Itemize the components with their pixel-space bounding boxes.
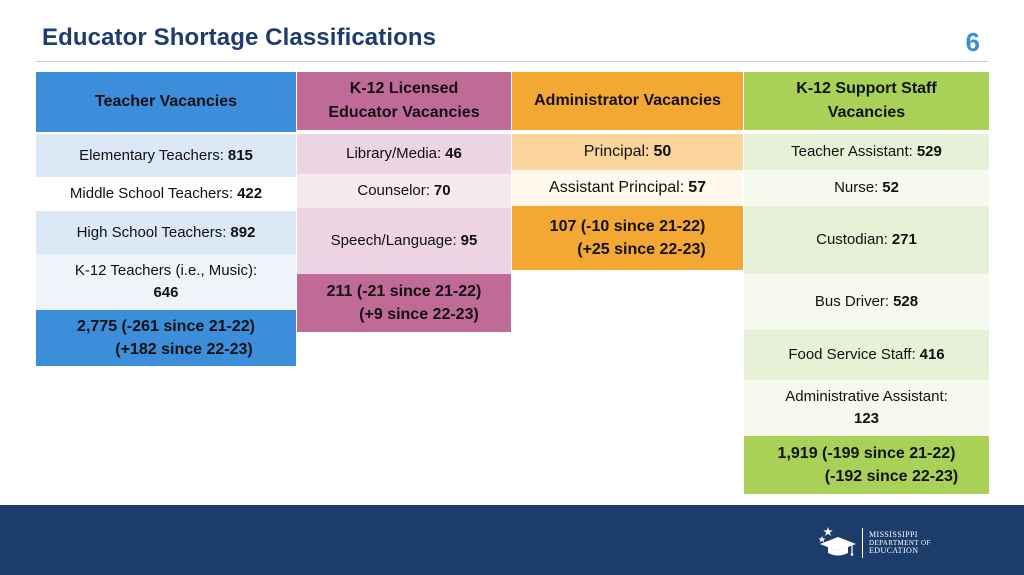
row-label: Teacher Assistant: bbox=[791, 143, 913, 160]
table-row bbox=[744, 330, 989, 380]
licensed-educator-vacancies-heading bbox=[297, 72, 511, 130]
table-row bbox=[744, 134, 989, 170]
heading-line-2: Educator Vacancies bbox=[328, 104, 480, 121]
row-label: Bus Driver: bbox=[814, 293, 890, 310]
row-label: High School Teachers: bbox=[76, 223, 227, 241]
table-row bbox=[36, 254, 296, 310]
footer-bar bbox=[0, 505, 1024, 575]
page-number: 6 bbox=[965, 27, 980, 57]
row-value: 95 bbox=[460, 232, 478, 249]
support-staff-vacancies-heading bbox=[744, 72, 989, 130]
total-line-2: (+9 since 22-23) bbox=[359, 306, 479, 323]
table-row bbox=[512, 170, 743, 206]
total-line-1: 2,775 (-261 since 21-22) bbox=[77, 318, 255, 335]
row-value: 529 bbox=[916, 143, 942, 160]
table-row bbox=[744, 274, 989, 330]
row-label: Administrative Assistant: bbox=[785, 388, 948, 405]
row-label: Food Service Staff: bbox=[788, 346, 916, 363]
row-label: Assistant Principal: bbox=[549, 179, 685, 196]
row-value: 123 bbox=[853, 410, 880, 427]
heading-line-2: Vacancies bbox=[827, 104, 906, 121]
row-label: Principal: bbox=[583, 143, 650, 160]
row-value: 46 bbox=[445, 145, 462, 162]
table-row bbox=[297, 174, 511, 208]
table-row bbox=[512, 134, 743, 170]
total-line-2: (+25 since 22-23) bbox=[577, 241, 706, 258]
row-value: 815 bbox=[227, 146, 253, 164]
teacher-vacancies-heading bbox=[36, 72, 296, 132]
row-value: 892 bbox=[230, 223, 256, 241]
row-value: 528 bbox=[893, 293, 919, 310]
row-value: 416 bbox=[919, 346, 945, 363]
row-label: Nurse: bbox=[834, 179, 879, 196]
row-label: Speech/Language: bbox=[330, 232, 457, 249]
page-title: Educator Shortage Classifications bbox=[42, 24, 437, 51]
logo-divider bbox=[862, 528, 863, 558]
row-label: K-12 Teachers (i.e., Music): bbox=[74, 262, 258, 279]
row-label: Custodian: bbox=[816, 231, 888, 248]
total-line-2: (+182 since 22-23) bbox=[115, 341, 253, 358]
logo-line-3: EDUCATION bbox=[869, 546, 919, 555]
row-value: 52 bbox=[882, 179, 899, 196]
heading-text: Administrator Vacancies bbox=[534, 92, 721, 109]
row-value: 50 bbox=[653, 143, 672, 160]
row-label: Library/Media: bbox=[346, 145, 442, 162]
table-row bbox=[297, 208, 511, 274]
row-value: 271 bbox=[891, 231, 917, 248]
total-line-1: 1,919 (-199 since 21-22) bbox=[777, 445, 956, 462]
total-line-1: 211 (-21 since 21-22) bbox=[326, 283, 482, 300]
row-value: 70 bbox=[433, 182, 451, 199]
table-row bbox=[297, 134, 511, 174]
graduation-cap-star-icon bbox=[818, 525, 858, 561]
row-label: Counselor: bbox=[357, 182, 430, 199]
heading-line-1: K-12 Licensed bbox=[349, 80, 459, 97]
row-value: 422 bbox=[237, 185, 263, 202]
total-line-2: (-192 since 22-23) bbox=[824, 468, 959, 485]
logo-text bbox=[869, 531, 931, 555]
mde-logo bbox=[818, 521, 968, 565]
table-row bbox=[36, 211, 296, 254]
table-row bbox=[36, 177, 296, 211]
support-staff-vacancies-total bbox=[744, 436, 989, 494]
teacher-vacancies-total bbox=[36, 310, 296, 366]
row-label: Elementary Teachers: bbox=[79, 146, 224, 164]
table-row bbox=[744, 206, 989, 274]
table-row bbox=[744, 380, 989, 436]
logo-line-2: DEPARTMENT OF bbox=[869, 539, 931, 547]
table-row bbox=[36, 134, 296, 177]
heading-line-1: K-12 Support Staff bbox=[796, 80, 937, 97]
total-line-1: 107 (-10 since 21-22) bbox=[549, 218, 706, 235]
title-divider bbox=[36, 61, 988, 62]
row-value: 57 bbox=[688, 179, 706, 196]
row-label: Middle School Teachers: bbox=[69, 185, 234, 202]
table-row bbox=[744, 170, 989, 206]
administrator-vacancies-total bbox=[512, 206, 743, 270]
row-value: 646 bbox=[153, 284, 179, 301]
administrator-vacancies-heading bbox=[512, 72, 743, 130]
logo-line-1: MISSISSIPPI bbox=[869, 530, 918, 539]
licensed-educator-vacancies-total bbox=[297, 274, 511, 332]
heading-text: Teacher Vacancies bbox=[94, 93, 238, 110]
